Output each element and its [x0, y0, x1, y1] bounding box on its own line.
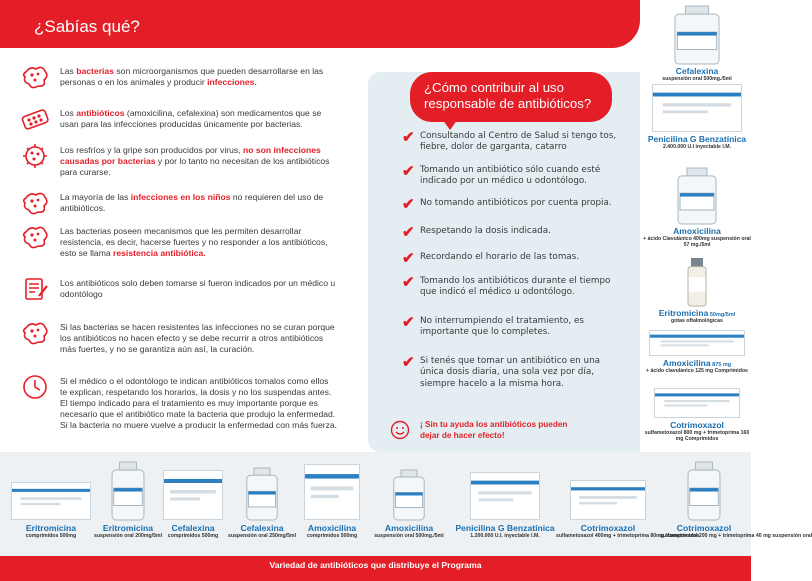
fact-segment: Los resfríos y la gripe son producidos por virus,	[60, 145, 243, 155]
product-desc: + ácido Clavulánico 400mg suspensión oral 57 mg./5ml	[643, 236, 751, 249]
product-image	[107, 462, 149, 520]
product-name	[643, 66, 751, 76]
bottom-product-card	[556, 480, 700, 539]
product-desc: suspensión oral 500mg./5ml	[374, 533, 444, 539]
bubble-tail	[440, 116, 460, 130]
product-image	[304, 464, 360, 520]
fact-item	[20, 322, 338, 355]
product-desc: comprimidos 500mg	[306, 533, 358, 539]
checkmark-icon: ✔	[402, 129, 415, 146]
product-name-text: Penicilina G Benzatínica	[647, 134, 747, 144]
fact-highlight: infecciones en los niños	[130, 192, 231, 202]
fact-segment: Si las bacterias se hacen resistentes las infecciones no se curan porque los antibióticos no hacen efecto y se debe recurrir a otros antibióticos más fuertes, y no se garantiza aún así, la curación.	[60, 322, 335, 354]
product-name-text: Amoxicilina	[662, 358, 711, 368]
product-image	[163, 470, 223, 520]
checkmark-icon: ✔	[402, 163, 415, 180]
product-image	[470, 472, 540, 520]
product-image	[242, 468, 282, 520]
tip-text: Recordando el horario de las tomas.	[420, 252, 580, 262]
fact-segment: Las	[60, 66, 77, 76]
fact-segment: (amoxicilina, cefalexina) son medicamentos que se usan para las infecciones producidas únicamente por bacterias.	[60, 108, 322, 129]
product-image	[683, 462, 725, 520]
checkmark-icon: ✔	[402, 250, 415, 267]
fact-highlight: resistencia antibiótica.	[113, 248, 206, 258]
tip-item	[402, 226, 624, 241]
fact-segment: Los antibióticos solo deben tomarse si fueron indicados por un médico u odontólogo	[60, 278, 336, 299]
product-desc: sulfametoxazol 400mg + trimetoprima 80mg. comprimidos	[556, 533, 700, 539]
fact-highlight: no son infecciones causadas por bacterias	[60, 145, 321, 166]
fact-item	[20, 145, 338, 178]
checkmark-icon: ✔	[402, 224, 415, 241]
tip-item	[402, 276, 624, 299]
fact-highlight: antibióticos	[76, 108, 125, 118]
fact-item	[20, 66, 338, 92]
fact-segment: La mayoría de las	[60, 192, 131, 202]
product-image	[389, 470, 429, 520]
right-product-card	[643, 6, 751, 82]
bottom-product-card	[660, 462, 812, 539]
product-name-text: Cefalexina	[675, 66, 719, 76]
product-image	[672, 168, 722, 224]
product-image	[682, 258, 712, 306]
tip-text: Tomando los antibióticos durante el tiempo que indicó el médico u odontólogo.	[420, 276, 611, 298]
product-name: Amoxicilina	[307, 523, 357, 533]
fact-segment: y por lo tanto no necesitan de los antibióticos para curarse.	[60, 156, 330, 177]
right-product-card	[643, 168, 751, 249]
footer-text: Variedad de antibióticos que distribuye el Programa	[269, 560, 482, 570]
checkmark-icon: ✔	[402, 196, 415, 213]
tip-text: Consultando al Centro de Salud si tengo tos, fiebre, dolor de garganta, catarro	[420, 131, 617, 153]
fact-item	[20, 278, 338, 304]
product-image	[570, 480, 646, 520]
bottom-product-card	[92, 462, 164, 539]
smiley-icon	[390, 420, 410, 440]
fact-text	[60, 108, 338, 130]
right-product-card	[643, 388, 751, 443]
fact-segment: Las bacterias poseen mecanismos que les permiten desarrollar resistencia, es decir, hacerse fuertes y no responder a los antibióticos, esto se llama	[60, 226, 328, 258]
tips-title: ¿Cómo contribuir al uso responsable de antibióticos?	[424, 80, 592, 111]
tip-item	[402, 316, 624, 339]
product-image	[654, 388, 740, 418]
tip-item	[402, 131, 624, 154]
fact-highlight: bacterias	[76, 66, 114, 76]
product-desc: comprimidos 500mg	[25, 533, 77, 539]
product-image	[668, 6, 726, 64]
product-desc: + ácido clavulánico 125 mg Comprimidos	[646, 368, 748, 374]
product-name: Cefalexina	[240, 523, 284, 533]
product-name-text: Eritromicina	[658, 308, 709, 318]
product-name	[643, 420, 751, 430]
product-name: Cotrimoxazol	[580, 523, 636, 533]
virus-icon	[20, 141, 50, 171]
product-desc: 2.400.000 U.I inyectable I.M.	[662, 144, 732, 150]
fact-segment: Si el médico o el odontólogo te indican antibióticos tomalos como ellos te explican, respetando los horarios, la dosis y no los suspendas antes. El tiempo indicado para el tratamiento es muy importante porque es necesario que el antibiótico mate la bacteria que produjo la enfermedad. Si la bacteria no muere vuelve a producir la enfermedad con más fuerza.	[60, 376, 338, 430]
product-desc: suspensión oral 200mg/5ml	[93, 533, 163, 539]
bottom-product-card	[450, 472, 560, 539]
bacteria-icon	[20, 188, 50, 218]
product-name-suffix: 50mg/5ml	[708, 312, 736, 318]
bacteria-icon	[20, 62, 50, 92]
product-desc: sulfametoxazol 800 mg + trimetoprima 160 mg Comprimidos	[644, 430, 750, 443]
fact-text	[60, 278, 338, 300]
fact-text	[60, 145, 338, 178]
bottom-product-card	[8, 482, 94, 539]
product-name: Cotrimoxazol	[676, 523, 732, 533]
product-desc: 1.200.000 U.I. inyectable I.M.	[470, 533, 540, 539]
bottom-product-card	[158, 470, 228, 539]
product-name: Cefalexina	[171, 523, 215, 533]
warning-text: ¡ Sin tu ayuda los antibióticos pueden dejar de hacer efecto!	[420, 420, 568, 440]
product-desc: suspensión oral 250mg/5ml	[227, 533, 297, 539]
bacteria-icon	[20, 222, 50, 252]
product-name-suffix: 875 mg	[710, 362, 732, 368]
fact-item	[20, 226, 338, 259]
bottom-product-card	[296, 464, 368, 539]
product-name	[643, 308, 751, 318]
product-name	[643, 134, 751, 144]
fact-item	[20, 108, 338, 134]
bacteria-icon	[20, 318, 50, 348]
tip-text: Tomando un antibiótico sólo cuando esté indicado por un médico u odontólogo.	[420, 165, 601, 187]
product-name: Eritromicina	[25, 523, 77, 533]
pills-icon	[20, 104, 50, 134]
page-title: ¿Sabías qué?	[34, 17, 140, 36]
clock-icon	[20, 372, 50, 402]
tip-text: No interrumpiendo el tratamiento, es importante que lo completes.	[420, 316, 585, 338]
bottom-product-card	[226, 468, 298, 539]
bottom-product-card	[366, 470, 452, 539]
product-image	[11, 482, 91, 520]
product-image	[649, 330, 745, 356]
prescription-icon	[20, 274, 50, 304]
right-product-card	[643, 258, 751, 324]
product-desc: comprimidos 500mg	[167, 533, 219, 539]
product-name: Eritromicina	[102, 523, 154, 533]
fact-highlight: infecciones.	[207, 77, 257, 87]
fact-text	[60, 192, 338, 214]
product-name-text: Cotrimoxazol	[670, 420, 724, 430]
fact-item	[20, 376, 338, 431]
product-name-text: Amoxicilina	[673, 226, 721, 236]
checkmark-icon: ✔	[402, 314, 415, 331]
tip-text: Si tenés que tomar un antibiótico en una única dosis diaria, una sola vez por día, siempre hacelo a la misma hora.	[420, 356, 601, 389]
checkmark-icon: ✔	[402, 354, 415, 371]
fact-text	[60, 376, 338, 431]
fact-segment: son microorganismos que pueden desarrollarse en las personas o en los animales y producir	[60, 66, 324, 87]
tip-item	[402, 165, 624, 188]
tip-item	[402, 198, 624, 213]
fact-text	[60, 66, 338, 88]
fact-segment: Los	[60, 108, 77, 118]
fact-text	[60, 226, 338, 259]
product-name	[643, 358, 751, 368]
fact-text	[60, 322, 338, 355]
fact-item	[20, 192, 338, 218]
checkmark-icon: ✔	[402, 274, 415, 291]
product-name: Amoxicilina	[384, 523, 434, 533]
tip-item	[402, 252, 624, 267]
product-image	[652, 84, 742, 132]
right-product-card	[643, 330, 751, 374]
product-desc: sulfametoxazol 200 mg + trimetoprima 40 mg suspensión oral	[660, 533, 812, 539]
product-name: Penicilina G Benzatínica	[455, 523, 555, 533]
product-desc: suspensión oral 500mg./5ml	[662, 76, 732, 82]
tip-text: Respetando la dosis indicada.	[420, 226, 551, 236]
tip-item	[402, 356, 624, 390]
product-name	[643, 226, 751, 236]
fact-segment: no requieren del uso de antibióticos.	[60, 192, 324, 213]
right-product-card	[643, 84, 751, 150]
product-desc: gotas oftalmológicas	[671, 318, 723, 324]
tip-text: No tomando antibióticos por cuenta propia.	[420, 198, 612, 208]
